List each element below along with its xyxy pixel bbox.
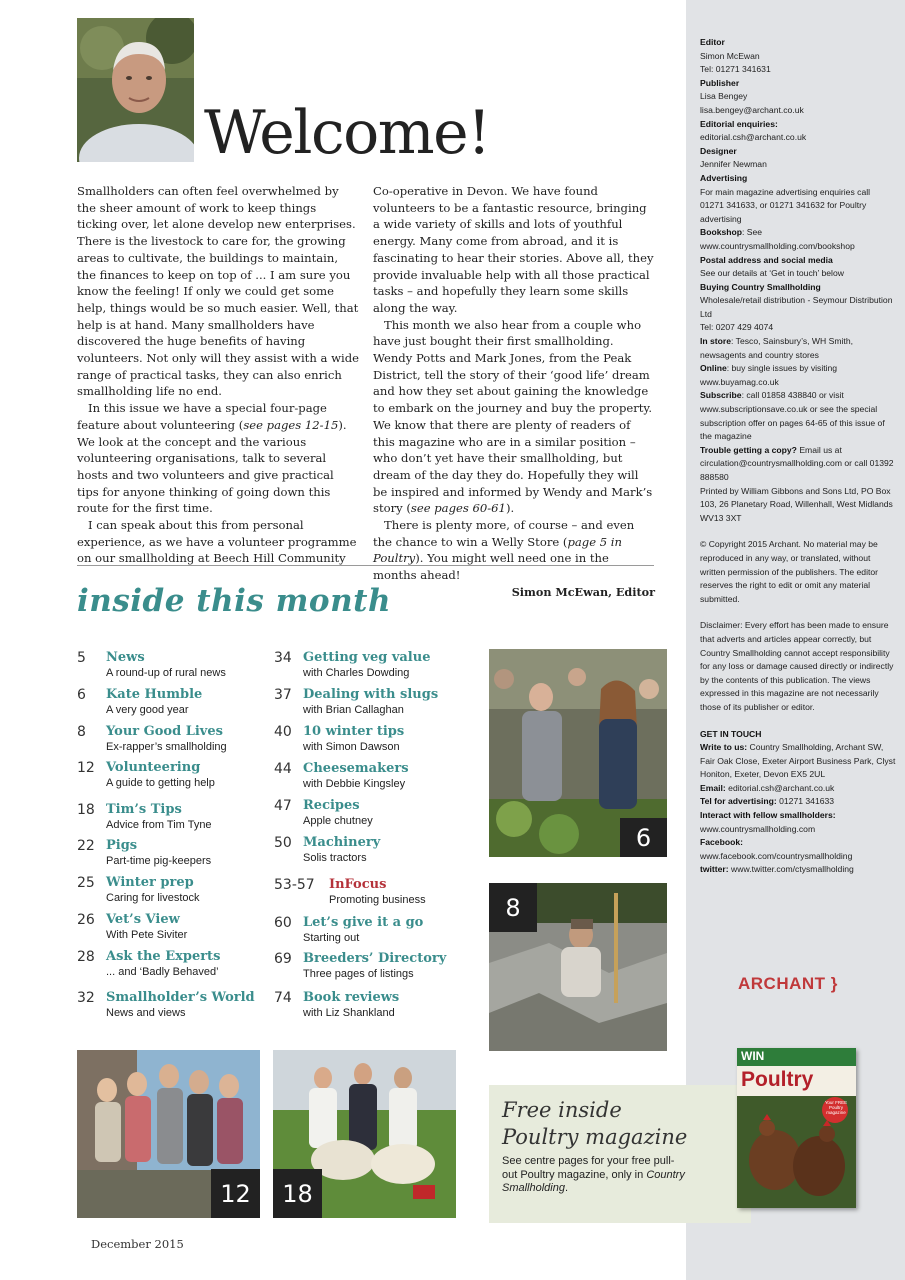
postal-text: See our details at ‘Get in touch’ below <box>700 268 844 279</box>
editor-name: Simon McEwan <box>700 50 760 61</box>
contents-page-number: 25 <box>77 875 95 891</box>
contents-title: Breeders’ Directory <box>303 951 447 966</box>
tel-text: 01271 341633 <box>776 796 835 807</box>
contents-title: Getting veg value <box>303 650 431 665</box>
buying-heading: Buying Country Smallholding <box>700 281 821 292</box>
magazine-badge: Your FREE Poultry magazine <box>824 1100 848 1115</box>
editor-portrait <box>77 18 194 162</box>
contents-page-number: 47 <box>274 798 292 814</box>
contents-title: Vet’s View <box>106 912 180 927</box>
contents-subtitle: With Pete Siviter <box>106 929 188 941</box>
facebook-url[interactable]: www.facebook.com/countrysmallholding <box>700 850 853 861</box>
facebook-heading: Facebook: <box>700 837 743 848</box>
contents-subtitle: Part-time pig-keepers <box>106 855 212 867</box>
interact-url[interactable]: www.countrysmallholding.com <box>700 823 816 834</box>
contents-entry[interactable] <box>274 951 474 985</box>
magazine-win-label: WIN <box>741 1049 765 1063</box>
contents-title: Winter prep <box>106 875 194 890</box>
designer-name: Jennifer Newman <box>700 159 767 170</box>
buying-text: Wholesale/retail distribution - Seymour Distribution Ltd <box>700 295 893 319</box>
editorial-paragraph <box>373 317 655 517</box>
page-reference: see pages 60-61 <box>410 501 506 516</box>
contents-page-number: 37 <box>274 687 292 703</box>
contents-page-number: 8 <box>77 724 86 740</box>
contents-title: News <box>106 650 145 665</box>
designer-heading: Designer <box>700 145 737 156</box>
section-divider <box>77 565 654 566</box>
editorial-paragraph <box>373 517 655 584</box>
email-heading: Email: <box>700 782 726 793</box>
publisher-heading: Publisher <box>700 77 740 88</box>
contents-subtitle: Promoting business <box>329 894 426 906</box>
contents-entry[interactable] <box>77 687 277 721</box>
contents-subtitle: with Simon Dawson <box>303 741 400 753</box>
trouble-heading: Trouble getting a copy? <box>700 444 797 455</box>
editor-signature: Simon McEwan, Editor <box>511 584 655 599</box>
write-text: Country Smallholding, Archant SW, Fair Oak Close, Exeter Airport Business Park, Clyst Honiton, Exeter, Devon EX5 2UL <box>700 742 896 780</box>
contents-entry[interactable] <box>77 802 277 836</box>
editor-heading: Editor <box>700 37 725 47</box>
contents-page-number: 53-57 <box>274 877 315 893</box>
contents-subtitle: News and views <box>106 1007 186 1019</box>
archant-logo <box>738 974 838 994</box>
contents-page-number: 44 <box>274 761 292 777</box>
email-text[interactable]: editorial.csh@archant.co.uk <box>725 782 835 793</box>
contents-subtitle: Solis tractors <box>303 852 367 864</box>
contents-title: Recipes <box>303 798 360 813</box>
advertising-heading: Advertising <box>700 172 748 183</box>
contents-entry[interactable] <box>274 650 474 684</box>
contents-entry[interactable] <box>274 761 474 795</box>
disclaimer-text: Disclaimer: Every effort has been made to ensure that adverts and articles appear correctly, but Country Smallholding cannot accept responsibility for any loss or damage caused directly or indirectly by the contents of this publication. The views expressed in this magazine are not necessarily those of its publisher or editor. <box>700 620 894 712</box>
contents-subtitle: with Liz Shankland <box>303 1007 395 1019</box>
contents-entry[interactable] <box>274 687 474 721</box>
contents-entry[interactable] <box>274 724 474 758</box>
text-run: ). <box>505 501 515 516</box>
postal-heading: Postal address and social media <box>700 254 833 265</box>
editorial-heading: Editorial enquiries: <box>700 118 778 129</box>
editorial-paragraph: I can speak about this from personal experience, as we have a volunteer programme on our smallholding at Beech Hill Community <box>77 518 357 566</box>
editorial-paragraph: Co-operative in Devon. We have found volunteers to be a fantastic resource, bringing a wide variety of skills and lots of youthful energy. Many come from abroad, and it is fascinating to hear their stories. Above all, they provide invaluable help with all those practical tasks – and hopefully they learn some skills along the way. <box>373 184 654 315</box>
contents-page-number: 74 <box>274 990 292 1006</box>
contents-page-number: 5 <box>77 650 86 666</box>
instore-heading: In store <box>700 336 732 347</box>
contents-title: Pigs <box>106 838 138 853</box>
page-badge-8: 8 <box>489 883 537 932</box>
contents-entry[interactable] <box>274 877 474 911</box>
contents-subtitle: A guide to getting help <box>106 777 215 789</box>
editorial-column-2 <box>373 183 655 601</box>
printed-text: Printed by William Gibbons and Sons Ltd, PO Box 103, 26 Planetary Road, Willenhall, West Midlands WV13 3XT <box>700 485 893 523</box>
welcome-title: Welcome! <box>204 98 490 168</box>
editor-tel: Tel: 01271 341631 <box>700 64 771 75</box>
archant-brace-icon: } <box>825 974 838 993</box>
contents-subtitle: A very good year <box>106 704 189 716</box>
contents-page-number: 69 <box>274 951 292 967</box>
page-badge-6: 6 <box>620 818 667 857</box>
contents-page-number: 22 <box>77 838 95 854</box>
interact-heading: Interact with fellow smallholders: <box>700 810 836 821</box>
contents-entry[interactable] <box>77 724 277 758</box>
contents-title: Your Good Lives <box>106 724 223 739</box>
free-title-line: Poultry magazine <box>502 1125 688 1149</box>
masthead-text <box>700 36 896 877</box>
text-run: . <box>564 1182 569 1194</box>
twitter-heading: twitter: <box>700 864 729 875</box>
contents-title: Book reviews <box>303 990 400 1005</box>
contents-entry[interactable] <box>77 875 277 909</box>
free-poultry-promo <box>489 1085 751 1223</box>
contents-subtitle: ... and ‘Badly Behaved’ <box>106 966 219 978</box>
issue-date: December 2015 <box>91 1237 184 1251</box>
instore-text: : Tesco, Sainsbury’s, WH Smith, newsagents and country stores <box>700 336 853 360</box>
online-heading: Online <box>700 363 727 374</box>
trouble-text: Email us at circulation@countrysmallholding.com or call 01392 888580 <box>700 444 894 482</box>
contents-entry[interactable] <box>274 798 474 832</box>
contents-title: Machinery <box>303 835 381 850</box>
contents-page-number: 28 <box>77 949 95 965</box>
bookshop-heading: Bookshop <box>700 227 743 238</box>
contents-entry[interactable] <box>274 915 474 949</box>
page-reference: see pages 12-15 <box>243 417 339 432</box>
get-in-touch-heading: GET IN TOUCH <box>700 728 762 739</box>
editorial-email[interactable]: editorial.csh@archant.co.uk <box>700 132 807 143</box>
free-poultry-text <box>502 1155 687 1196</box>
buying-tel: Tel: 0207 429 4074 <box>700 322 774 333</box>
contents-page-number: 18 <box>77 802 95 818</box>
tel-heading: Tel for advertising: <box>700 796 777 807</box>
contents-entry[interactable] <box>77 990 277 1024</box>
page-badge-18: 18 <box>273 1169 322 1218</box>
contents-subtitle: Ex-rapper’s smallholding <box>106 741 227 753</box>
editorial-paragraph: Smallholders can often feel overwhelmed by the sheer amount of work to keep things ticking over, let alone develop new enterprises. There is the livestock to care for, the growing areas to cultivate, the buildings to maintain, the finances to keep on top of ... I am sure you know the feeling! If only we could get some help, things would be so much easier. Well, that help is at hand. Many smallholders have discovered the huge benefits of having volunteers. Not only will they assist with a wide range of practical tasks, they can also enrich smallholding life no end. <box>77 184 359 399</box>
contents-subtitle: with Charles Dowding <box>303 667 410 679</box>
archant-logo-text: ARCHANT <box>738 974 826 993</box>
contents-page-number: 12 <box>77 760 95 776</box>
contents-subtitle: Starting out <box>303 932 360 944</box>
publisher-name: Lisa Bengey <box>700 91 748 102</box>
text-run: Country Smallholding <box>502 1168 685 1194</box>
contents-subtitle: A round-up of rural news <box>106 667 226 679</box>
subscribe-text: : call 01858 438840 or visit www.subscriptionsave.co.uk or see the special subscription offer on pages 64-65 of this issue of the magazine <box>700 390 885 442</box>
contents-subtitle: Caring for livestock <box>106 892 200 904</box>
contents-entry[interactable] <box>274 990 474 1024</box>
contents-title: Let’s give it a go <box>303 915 424 930</box>
editorial-paragraph <box>77 400 359 517</box>
contents-title: Volunteering <box>106 760 201 775</box>
contents-subtitle: Three pages of listings <box>303 968 414 980</box>
contents-title: InFocus <box>329 877 387 892</box>
contents-page-number: 34 <box>274 650 292 666</box>
contents-page-number: 6 <box>77 687 86 703</box>
contents-title: Tim’s Tips <box>106 802 182 817</box>
twitter-url[interactable]: www.twitter.com/ctysmallholding <box>728 864 854 875</box>
contents-page-number: 40 <box>274 724 292 740</box>
free-poultry-title <box>502 1097 752 1151</box>
contents-page-number: 32 <box>77 990 95 1006</box>
free-title-line: Free inside <box>502 1098 622 1122</box>
publisher-email[interactable]: lisa.bengey@archant.co.uk <box>700 104 804 115</box>
contents-page-number: 50 <box>274 835 292 851</box>
contents-entry[interactable] <box>77 650 277 684</box>
text-run: In this issue we have a special four-page feature about volunteering ( <box>77 401 327 432</box>
text-run: This month we also hear from a couple who have just bought their first smallholding. Wendy Potts and Mark Jones, from the Peak District, tell the story of their ‘good life’ dream and how they set about gaining the knowledge to embark on the journey and buy the property. We know that there are plenty of readers of this magazine who are in a similar position – who don’t yet have their smallholding, but dream of the day they do. Hopefully they will be inspired and informed by Wendy and Mark’s story ( <box>373 317 653 516</box>
contents-title: Smallholder’s World <box>106 990 255 1005</box>
page-reference: page 5 in Poultry <box>373 534 622 566</box>
poultry-magazine-cover <box>737 1048 856 1208</box>
editorial-column-1 <box>77 183 359 567</box>
contents-entry[interactable] <box>77 949 277 983</box>
online-text: : buy single issues by visiting www.buyamag.co.uk <box>700 363 838 387</box>
text-run: There is plenty more, of course – and even the chance to win a Welly Store ( <box>373 518 635 549</box>
contents-subtitle: Advice from Tim Tyne <box>106 819 212 831</box>
inside-this-month-heading: inside this month <box>77 583 391 619</box>
contents-entry[interactable] <box>274 835 474 869</box>
page-badge-12: 12 <box>211 1169 260 1218</box>
write-heading: Write to us: <box>700 742 748 753</box>
contents-title: Cheesemakers <box>303 761 409 776</box>
contents-title: Kate Humble <box>106 687 203 702</box>
text-run: See centre pages for your free pull-out Poultry magazine, only in <box>502 1155 675 1181</box>
text-run: ). We look at the concept and the various volunteering organisations, talk to several hosts and two volunteers and give practical tips for anyone thinking of going down this route for the first time. <box>77 417 347 516</box>
contents-subtitle: with Brian Callaghan <box>303 704 404 716</box>
contents-page-number: 26 <box>77 912 95 928</box>
contents-entry[interactable] <box>77 912 277 946</box>
contents-title: Dealing with slugs <box>303 687 439 702</box>
bookshop-text: : See www.countrysmallholding.com/bookshop <box>700 227 855 251</box>
contents-entry[interactable] <box>77 760 277 794</box>
contents-title: Ask the Experts <box>106 949 221 964</box>
subscribe-heading: Subscribe <box>700 390 742 401</box>
contents-subtitle: with Debbie Kingsley <box>303 778 406 790</box>
text-run: ). You might well need one in the months ahead! <box>373 551 609 583</box>
contents-subtitle: Apple chutney <box>303 815 373 827</box>
contents-entry[interactable] <box>77 838 277 872</box>
copyright-text: © Copyright 2015 Archant. No material may be reproduced in any way, or translated, without written permission of the publishers. The editor reserves the right to edit or omit any material submitted. <box>700 539 879 604</box>
contents-title: 10 winter tips <box>303 724 405 739</box>
advertising-text: For main magazine advertising enquiries call 01271 341633, or 01271 341632 for Poultry advertising <box>700 186 871 224</box>
contents-page-number: 60 <box>274 915 292 931</box>
magazine-title: Poultry <box>741 1068 814 1091</box>
